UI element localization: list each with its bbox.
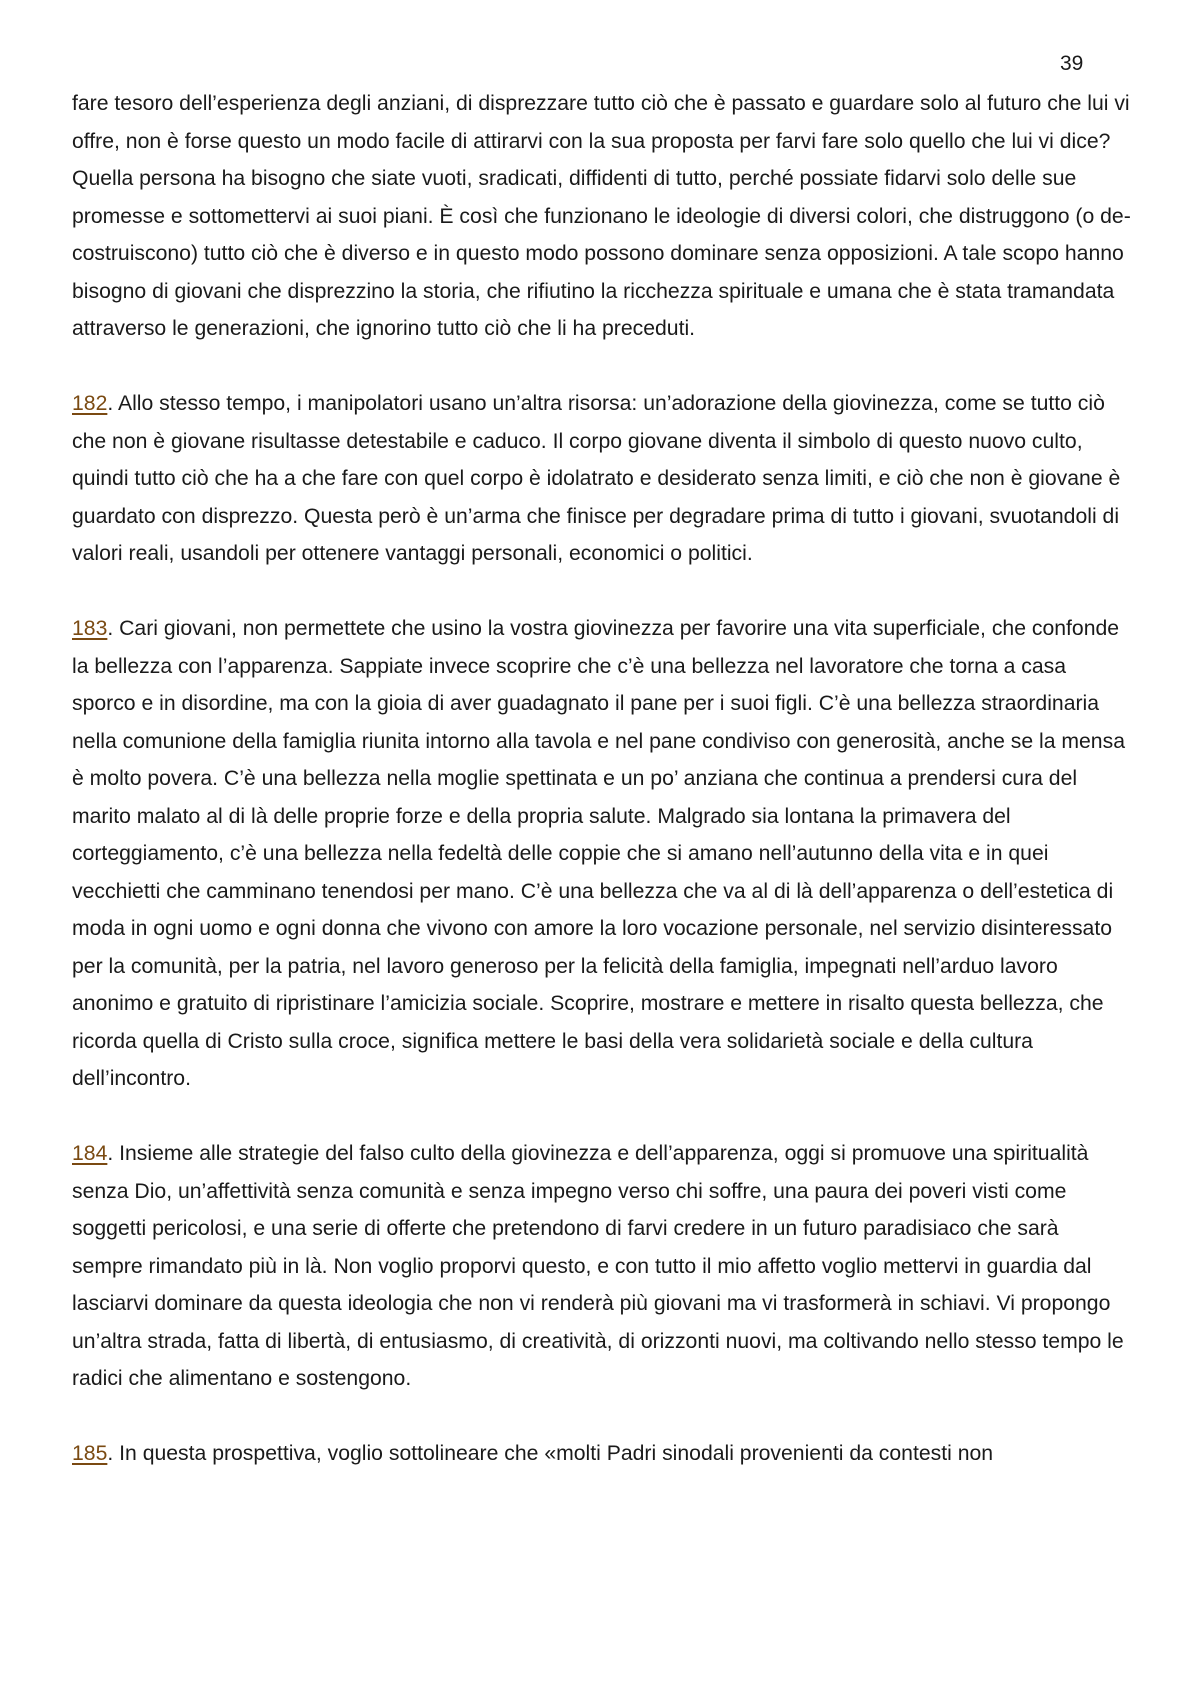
paragraph-number-link[interactable]: 184 bbox=[72, 1142, 108, 1165]
paragraph-number-link[interactable]: 185 bbox=[72, 1442, 108, 1465]
paragraph-182 bbox=[72, 385, 1132, 573]
page-number: 39 bbox=[1060, 52, 1084, 75]
paragraph-184 bbox=[72, 1135, 1132, 1398]
paragraph-text: . Insieme alle strategie del falso culto della giovinezza e dell’apparenza, oggi si promuove una spiritualità senza Dio, un’affettività senza comunità e senza impegno verso chi soffre, una paura dei poveri visti come soggetti pericolosi, e una serie di offerte che pretendono di farvi credere in un futuro paradisiaco che sarà sempre rimandato più in là. Non voglio proporvi questo, e con tutto il mio affetto voglio mettervi in guardia dal lasciarvi dominare da questa ideologia che non vi renderà più giovani ma vi trasformerà in schiavi. Vi propongo un’altra strada, fatta di libertà, di entusiasmo, di creatività, di orizzonti nuovi, ma coltivando nello stesso tempo le radici che alimentano e sostengono. bbox=[72, 1142, 1124, 1390]
document-body bbox=[72, 85, 1132, 1510]
paragraph-continuation bbox=[72, 85, 1132, 348]
paragraph-number-link[interactable]: 183 bbox=[72, 617, 108, 640]
paragraph-number-link[interactable]: 182 bbox=[72, 392, 108, 415]
paragraph-text: . Cari giovani, non permettete che usino la vostra giovinezza per favorire una vita superficiale, che confonde la bellezza con l’apparenza. Sappiate invece scoprire che c’è una bellezza nel lavoratore che torna a casa sporco e in disordine, ma con la gioia di aver guadagnato il pane per i suoi figli. C’è una bellezza straordinaria nella comunione della famiglia riunita intorno alla tavola e nel pane condiviso con generosità, anche se la mensa è molto povera. C’è una bellezza nella moglie spettinata e un po’ anziana che continua a prendersi cura del marito malato al di là delle proprie forze e della propria salute. Malgrado sia lontana la primavera del corteggiamento, c’è una bellezza nella fedeltà delle coppie che si amano nell’autunno della vita e in quei vecchietti che camminano tenendosi per mano. C’è una bellezza che va al di là dell’apparenza o dell’estetica di moda in ogni uomo e ogni donna che vivono con amore la loro vocazione personale, nel servizio disinteressato per la comunità, per la patria, nel lavoro generoso per la felicità della famiglia, impegnati nell’arduo lavoro anonimo e gratuito di ripristinare l’amicizia sociale. Scoprire, mostrare e mettere in risalto questa bellezza, che ricorda quella di Cristo sulla croce, significa mettere le basi della vera solidarietà sociale e della cultura dell’incontro. bbox=[72, 617, 1125, 1090]
paragraph-185 bbox=[72, 1435, 1132, 1473]
paragraph-text: fare tesoro dell’esperienza degli anziani, di disprezzare tutto ciò che è passato e guardare solo al futuro che lui vi offre, non è forse questo un modo facile di attirarvi con la sua proposta per farvi fare solo quello che lui vi dice? Quella persona ha bisogno che siate vuoti, sradicati, diffidenti di tutto, perché possiate fidarvi solo delle sue promesse e sottomettervi ai suoi piani. È così che funzionano le ideologie di diversi colori, che distruggono (o de-costruiscono) tutto ciò che è diverso e in questo modo possono dominare senza opposizioni. A tale scopo hanno bisogno di giovani che disprezzino la storia, che rifiutino la ricchezza spirituale e umana che è stata tramandata attraverso le generazioni, che ignorino tutto ciò che li ha preceduti. bbox=[72, 92, 1131, 340]
paragraph-183 bbox=[72, 610, 1132, 1098]
paragraph-text: . Allo stesso tempo, i manipolatori usano un’altra risorsa: un’adorazione della giovinezza, come se tutto ciò che non è giovane risultasse detestabile e caduco. Il corpo giovane diventa il simbolo di questo nuovo culto, quindi tutto ciò che ha a che fare con quel corpo è idolatrato e desiderato senza limiti, e ciò che non è giovane è guardato con disprezzo. Questa però è un’arma che finisce per degradare prima di tutto i giovani, svuotandoli di valori reali, usandoli per ottenere vantaggi personali, economici o politici. bbox=[72, 392, 1121, 565]
paragraph-text: . In questa prospettiva, voglio sottolineare che «molti Padri sinodali provenienti da contesti non bbox=[107, 1442, 994, 1465]
